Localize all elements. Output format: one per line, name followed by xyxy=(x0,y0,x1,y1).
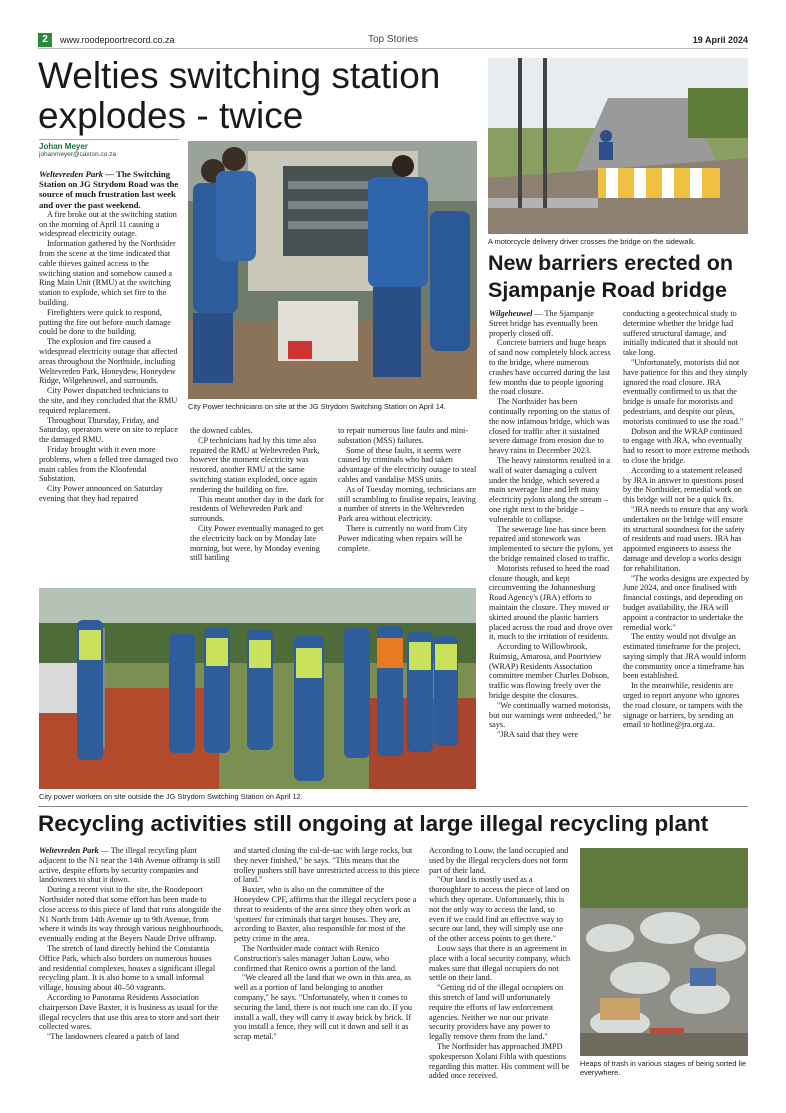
paragraph xyxy=(429,875,572,944)
paragraph-text: The Northsider made contact with Renico Construction's sales manager Johan Louw, who confirmed that Renico owns a portion of the land. xyxy=(234,943,398,973)
story3-column-1 xyxy=(39,846,225,1042)
page-number: 2 xyxy=(38,33,52,47)
paragraph xyxy=(234,944,420,973)
paragraph-text: A fire broke out at the switching station on the morning of April 11 causing a widespread electricity outage. xyxy=(39,209,177,239)
story1-column-1 xyxy=(39,169,180,504)
paragraph-text: Concrete barriers and huge heaps of sand now completely block access to the bridge, where numerous crashes have occurred during the last few months due to people ignoring the road closure. xyxy=(489,338,611,397)
paragraph xyxy=(623,632,750,681)
paragraph-text: "JRA said that they were xyxy=(497,730,579,740)
story2-column-1 xyxy=(489,309,614,740)
paragraph xyxy=(429,1042,572,1081)
paragraph-text: Dobson and the WRAP continued to engage with JRA, who eventually had to resort to more extreme methods to close the bridge. xyxy=(623,426,750,465)
paragraph xyxy=(623,681,750,730)
paragraph-text: The entity would not divulge an estimated timeframe for the project, saying simply that JRA would inform the community once a timeframe has been established. xyxy=(623,632,747,681)
paragraph xyxy=(429,944,572,983)
paragraph-text: There is currently no word from City Power indicating when repairs will be complete. xyxy=(338,523,468,553)
paragraph-text: The explosion and fire caused a widespread electricity outage that affected areas throughout the Northside, including Weltevreden Park, Honeydew, Honeydew Ridge, Wilgeheuwel, and surrounds. xyxy=(39,337,178,386)
paragraph xyxy=(234,973,420,1042)
paragraph-text: Motorists refused to heed the road closure though, and kept circumventing the Johannesburg Road Agency's (JRA) efforts to maintain the closure. They moved or skirted around the plastic barriers placed across the road and drove over it, much to the irritation of residents. xyxy=(489,563,613,642)
paragraph xyxy=(623,574,750,633)
story1-column-2 xyxy=(190,426,331,563)
paragraph-text: Information gathered by the Northsider from the scene at the time indicated that cable thieves gained access to the switching station and somehow caused a Ring Main Unit (RMU) at the switching station to explode, which set fire to the building. xyxy=(39,239,176,307)
dateline: Weltevreden Park xyxy=(39,169,104,179)
paragraph xyxy=(39,445,180,484)
paragraph-text: City Power eventually managed to get the electricity back on by Monday late morning, but were, by Monday evening still battling xyxy=(190,523,324,563)
paragraph xyxy=(234,846,420,885)
photo-workers-image xyxy=(39,588,476,789)
paragraph-text: The sewerage line has since been repaired and stonework was implemented to secure the pylons, yet the bridge remained closed to traffic. xyxy=(489,524,614,563)
paragraph-text: The stretch of land directly behind the Constantia Office Park, which also borders on numerous houses and residential complexes, houses a significant illegal recycling plant. It is also home to a small informal village, housing about 40–50 vagrants. xyxy=(39,943,216,993)
photo-technicians-switching-station xyxy=(188,141,477,399)
paragraph-text: Louw says that there is an agreement in place with a local security company, which makes sure that illegal occupiers do not settle on their land. xyxy=(429,943,571,983)
paragraph-text: "The landowners cleared a patch of land xyxy=(47,1032,180,1042)
paragraph xyxy=(39,993,225,1032)
paragraph-text: "Our land is mostly used as a thoroughfare to access the piece of land on which they operate. Unfortunately, this is not the only way to access the land, so even if we could find an effective way to secure our land, they will simply use one of the other access points to get there." xyxy=(429,875,570,944)
bridge-photo-caption: A motorcycle delivery driver crosses the bridge on the sidewalk. xyxy=(488,237,696,246)
paragraph xyxy=(429,983,572,1042)
photo-workers-outside-station xyxy=(39,588,476,789)
trash-photo-caption: Heaps of trash in various stages of being sorted lie everywhere. xyxy=(580,1059,746,1077)
story3-column-3 xyxy=(429,846,572,1081)
paragraph xyxy=(39,386,180,415)
paragraph xyxy=(338,446,479,485)
paragraph-text: Friday brought with it even more problems, when a felled tree damaged two main cables from the Kloofendal Substation. xyxy=(39,444,178,484)
site-url[interactable]: www.roodepoortrecord.co.za xyxy=(60,35,175,45)
paragraph-text: According to Willowbrook, Ruimsig, Amarosa, and Poortview (WRAP) Residents Association committee member Charles Dobson, traffic was flowing freely over the bridge despite the closures. xyxy=(489,642,610,701)
paragraph xyxy=(338,426,479,446)
paragraph-text: — The Sjampanje Street bridge has eventually been properly closed off. xyxy=(489,309,598,338)
paragraph-text: CP technicians had by this time also repaired the RMU at Weltevreden Park, however the moment electricity was restored, another RMU at the same switching station exploded, once again rendering the building on fire. xyxy=(190,435,320,494)
paragraph-text: According to a statement released by JRA in answer to questions posed by the Northsider, remedial work on this bridge will not be a quick fix. xyxy=(623,465,744,505)
author-email[interactable]: johanmeyer@caxton.co.za xyxy=(39,151,117,158)
paragraph xyxy=(190,426,331,436)
paragraph xyxy=(39,846,225,885)
photo-motorcycle-bridge xyxy=(488,58,748,234)
paragraph-text: Some of these faults, it seems were caused by criminals who had taken advantage of the electricity outage to steal cables and vandalise MSS units. xyxy=(338,445,477,484)
paragraph-text: — The Switching Station on JG Strydom Road was the source of much frustration last week and over the past weekend. xyxy=(39,169,179,210)
paragraph xyxy=(489,701,614,730)
story1-column-3 xyxy=(338,426,479,553)
paragraph xyxy=(623,427,750,466)
paragraph xyxy=(489,397,614,456)
paragraph-text: "We continually warned motorists, but our warnings went unheeded," he says. xyxy=(489,700,612,730)
paragraph xyxy=(623,466,750,505)
paragraph-text: The Northsider has been continually reporting on the status of the now infamous bridge, which was closed for traffic after it sustained severe damage from erosion due to heavy rains in December 2023. xyxy=(489,397,610,456)
photo-trash-heaps xyxy=(580,848,748,1056)
section-label: Top Stories xyxy=(368,34,419,45)
paragraph xyxy=(623,505,750,574)
paragraph-text: to repair numerous line faults and mini-substation (MSS) failures. xyxy=(338,426,469,445)
paragraph-text: The Northsider has approached JMPD spokesperson Xolani Fihla with questions regarding this matter. His comment will be added once received. xyxy=(429,1041,570,1081)
paragraph xyxy=(338,485,479,524)
paragraph xyxy=(489,564,614,642)
paragraph-text: "Unfortunately, motorists did not have patience for this and they simply ignored the road closure. JRA eventually confirmed to us that the bridge is unsafe for motorists and pedestrians, and despite our pleas, motorists continued to use the road." xyxy=(623,357,748,426)
photo1-caption: City Power technicians on site at the JG Strydom Switching Station on April 14. xyxy=(188,402,446,411)
paragraph xyxy=(190,436,331,495)
paragraph-text: "We cleared all the land that we own in this area, as well as a portion of land belonging to another company," he says. "Unfortunately, when it comes to securing the land, there is not much one can do. If you install a wall, they will carry it away brick by brick. If you install a fence, they will cut it down and sell it as scrap metal." xyxy=(234,973,413,1042)
photo2-caption: City power workers on site outside the JG Strydom Switching Station on April 12. xyxy=(39,792,303,801)
story1-headline: Welties switching station explodes - twice xyxy=(38,55,441,136)
paragraph-text: During a recent visit to the site, the Roodepoort Northsider noted that some effort has been made to close access to this piece of land that runs alongside the N1 North from 14th Avenue up to 9th Avenue, from where it winds its way through various neighbourhoods, eventually ending at the Beyers Naude Drive offramp. xyxy=(39,885,224,944)
paragraph-text: — The illegal recycling plant adjacent to the N1 near the 14th Avenue offramp is still active, despite efforts by security companies and landowners to shut it down. xyxy=(39,846,221,885)
paragraph xyxy=(489,525,614,564)
paragraph-text: Firefighters were quick to respond, putting the fire out before much damage could be done to the building. xyxy=(39,307,171,337)
paragraph xyxy=(39,416,180,445)
paragraph-text: the downed cables. xyxy=(190,426,253,435)
paragraph xyxy=(489,456,614,525)
paragraph-text: City Power announced on Saturday evening that they had repaired xyxy=(39,484,163,503)
paragraph xyxy=(39,1032,225,1042)
paragraph-text: "The works designs are expected by June 2024, and once finalised with financial costings, and depending on budget availability, the JRA will appoint a contractor to undertake the remedial work." xyxy=(623,573,750,632)
paragraph-text: According to Panorama Residents Association chairperson Dave Baxter, it is business as usual for the illegal recyclers that use this area to store and sort their collected wares. xyxy=(39,992,220,1032)
byline xyxy=(39,139,179,158)
story2-column-2 xyxy=(623,309,750,730)
dateline: Weltevreden Park xyxy=(39,846,99,855)
story3-column-2 xyxy=(234,846,420,1042)
page-header xyxy=(38,33,748,49)
paragraph xyxy=(39,484,180,504)
paragraph xyxy=(489,730,614,740)
paragraph xyxy=(623,309,750,358)
author-name: Johan Meyer xyxy=(39,142,88,151)
paragraph xyxy=(39,169,180,210)
paragraph-text: As of Tuesday morning, technicians are still scrambling to finalise repairs, leaving a number of streets in the Weltevreden Park area without electricity. xyxy=(338,484,477,524)
section-divider xyxy=(38,806,748,807)
paragraph xyxy=(39,210,180,239)
photo-technicians-image xyxy=(188,141,477,399)
paragraph-text: Throughout Thursday, Friday, and Saturday, operators were on site to replace the damaged RMU. xyxy=(39,415,178,445)
paragraph xyxy=(39,337,180,386)
paragraph-text: "Getting rid of the illegal occupiers on this stretch of land will unfortunately require the efforts of law enforcement agencies. Neither we nor our private security providers have any power to legally remove them from the land." xyxy=(429,983,564,1042)
paragraph xyxy=(489,642,614,701)
photo-bridge-image xyxy=(488,58,748,234)
paragraph-text: and started closing the cul-de-sac with large rocks, but they never finished," he says. "This means that the trolley pushers still have unrestricted access to this piece of land." xyxy=(234,846,420,885)
paragraph-text: In the meanwhile, residents are urged to report anyone who ignores the road closure, or tampers with the signage or barriers, by sending an email to hotline@jra.org.za. xyxy=(623,681,743,730)
paragraph xyxy=(234,885,420,944)
paragraph xyxy=(338,524,479,553)
paragraph-text: The heavy rainstorms resulted in a wall of water damaging a culvert under the bridge, which severed a main sewerage line and left many electricity pylons along the stream – one right next to the bridge – vulnerable to collapse. xyxy=(489,455,610,524)
paragraph-text: This meant another day in the dark for residents of Weltevreden Park and surrounds. xyxy=(190,494,324,524)
paragraph xyxy=(429,846,572,875)
paragraph xyxy=(39,885,225,944)
paragraph-text: "JRA needs to ensure that any work undertaken on the bridge will ensure its structural soundness for the safety of residents and road users. JRA has appointed engineers to assess the damage and develop a works design for rehabilitation. xyxy=(623,504,749,573)
story3-headline: Recycling activities still ongoing at large illegal recycling plant xyxy=(38,811,709,836)
paragraph xyxy=(190,495,331,524)
paragraph-text: conducting a geotechnical study to determine whether the bridge had suffered structural damage, and initially indicated that it should not take long. xyxy=(623,309,738,358)
paragraph xyxy=(190,524,331,563)
story2-headline: New barriers erected on Sjampanje Road bridge xyxy=(488,251,733,302)
paragraph-text: City Power dispatched technicians to the site, and they concluded that the RMU required replacement. xyxy=(39,386,178,415)
dateline: Wilgeheuwel xyxy=(489,309,533,318)
paragraph xyxy=(623,358,750,427)
paragraph xyxy=(39,944,225,993)
paragraph xyxy=(489,309,614,338)
paragraph xyxy=(39,308,180,337)
paragraph xyxy=(39,239,180,308)
paragraph xyxy=(489,338,614,397)
paragraph-text: Baxter, who is also on the committee of the Honeydew CPF, affirms that the illegal recyclers pose a threat to residents of the area since they often work as 'spotters' for criminals that target houses. They are, according to Baxter, also responsible for most of the petty crime in the area. xyxy=(234,885,417,944)
photo-trash-image xyxy=(580,848,748,1056)
paragraph-text: According to Louw, the land occupied and used by the illegal recyclers does not form part of their land. xyxy=(429,846,569,875)
issue-date: 19 April 2024 xyxy=(692,35,748,45)
